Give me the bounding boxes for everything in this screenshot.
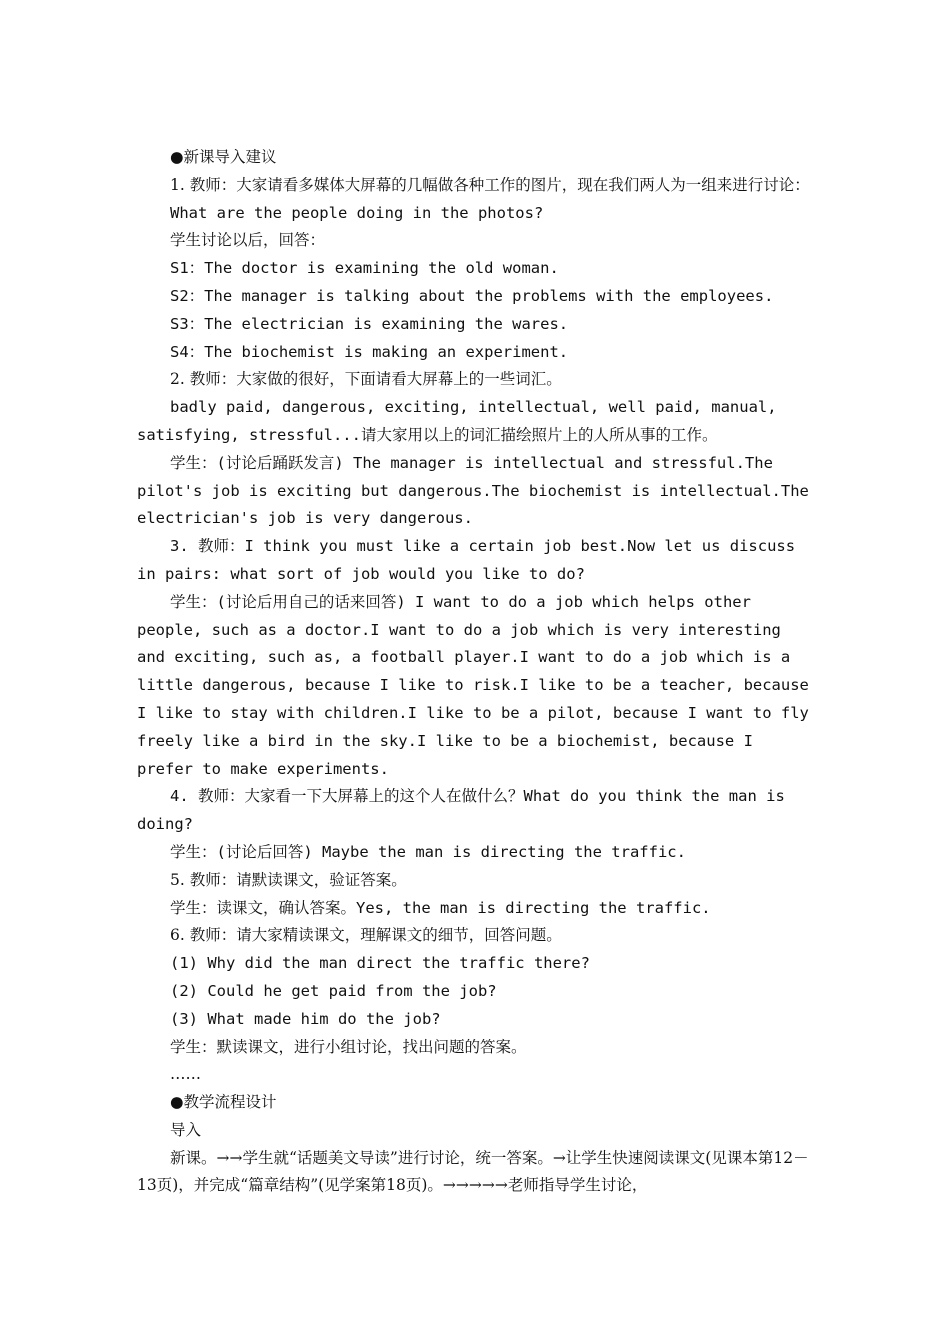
paragraph-student-response-1: 学生：(讨论后踊跃发言) The manager is intellectual and stressful.The pilot's job is exciting but dangerous.The biochemist is intellectual.The electrician's job is very dangerous. xyxy=(137,453,809,528)
paragraph-teacher-5: 5. 教师：请默读课文，验证答案。 xyxy=(170,870,407,889)
paragraph-question-photos: What are the people doing in the photos? xyxy=(170,203,544,222)
paragraph-teacher-1: 1. 教师：大家请看多媒体大屏幕的几幅做各种工作的图片，现在我们两人为一组来进行讨论： xyxy=(170,175,810,194)
paragraph-s2: S2：The manager is talking about the problems with the employees. xyxy=(170,286,774,305)
paragraph-students-answer: 学生讨论以后，回答： xyxy=(170,231,326,250)
paragraph-student-response-2: 学生：(讨论后用自己的话来回答) I want to do a job which helps other people, such as a doctor.I want to do a job which is very interesting and exciting, such as, a football player.I want to do a job which is a little dangerous, because I like to risk.I like to be a teacher, because I like to stay with children.I like to be a pilot, because I want to fly freely like a bird in the sky.I like to be a biochemist, because I prefer to make experiments. xyxy=(137,592,809,778)
paragraph-teacher-6: 6. 教师：请大家精读课文，理解课文的细节，回答问题。 xyxy=(170,926,562,945)
section-heading-lesson-intro: ●新课导入建议 xyxy=(170,148,277,166)
paragraph-teacher-3: 3. 教师：I think you must like a certain job best.Now let us discuss in pairs: what sort of job would you like to do? xyxy=(137,537,796,583)
paragraph-teacher-4: 4. 教师：大家看一下大屏幕上的这个人在做什么？What do you think the man is doing? xyxy=(137,787,785,834)
paragraph-question-3: (3) What made him do the job? xyxy=(170,1009,441,1028)
paragraph-question-1: (1) Why did the man direct the traffic there? xyxy=(170,954,590,973)
paragraph-student-response-3: 学生：(讨论后回答) Maybe the man is directing the traffic. xyxy=(170,842,686,861)
paragraph-question-2: (2) Could he get paid from the job? xyxy=(170,981,497,1000)
paragraph-s4: S4：The biochemist is making an experiment. xyxy=(170,342,569,361)
paragraph-s3: S3：The electrician is examining the wares. xyxy=(170,314,569,333)
section-heading-flow-design: ●教学流程设计 xyxy=(170,1093,277,1112)
paragraph-intro-label: 导入 xyxy=(170,1120,202,1139)
paragraph-flow: 新课。→→学生就“话题美文导读”进行讨论，统一答案。→让学生快速阅读课文(见课本第12－13页)，并完成“篇章结构”(见学案第18页)。→→→→→老师指导学生讨论， xyxy=(137,1148,809,1195)
ellipsis: …… xyxy=(170,1065,201,1084)
paragraph-student-response-4: 学生：读课文，确认答案。Yes, the man is directing the traffic. xyxy=(170,898,711,917)
paragraph-s1: S1：The doctor is examining the old woman. xyxy=(170,259,559,278)
paragraph-student-response-5: 学生：默读课文，进行小组讨论，找出问题的答案。 xyxy=(170,1037,527,1056)
paragraph-teacher-2: 2. 教师：大家做的很好，下面请看大屏幕上的一些词汇。 xyxy=(170,370,562,389)
paragraph-vocabulary: badly paid, dangerous, exciting, intellectual, well paid, manual, satisfying, stressful...请大家用以上的词汇描绘照片上的人所从事的工作。 xyxy=(137,398,777,444)
document-page xyxy=(137,144,817,1200)
